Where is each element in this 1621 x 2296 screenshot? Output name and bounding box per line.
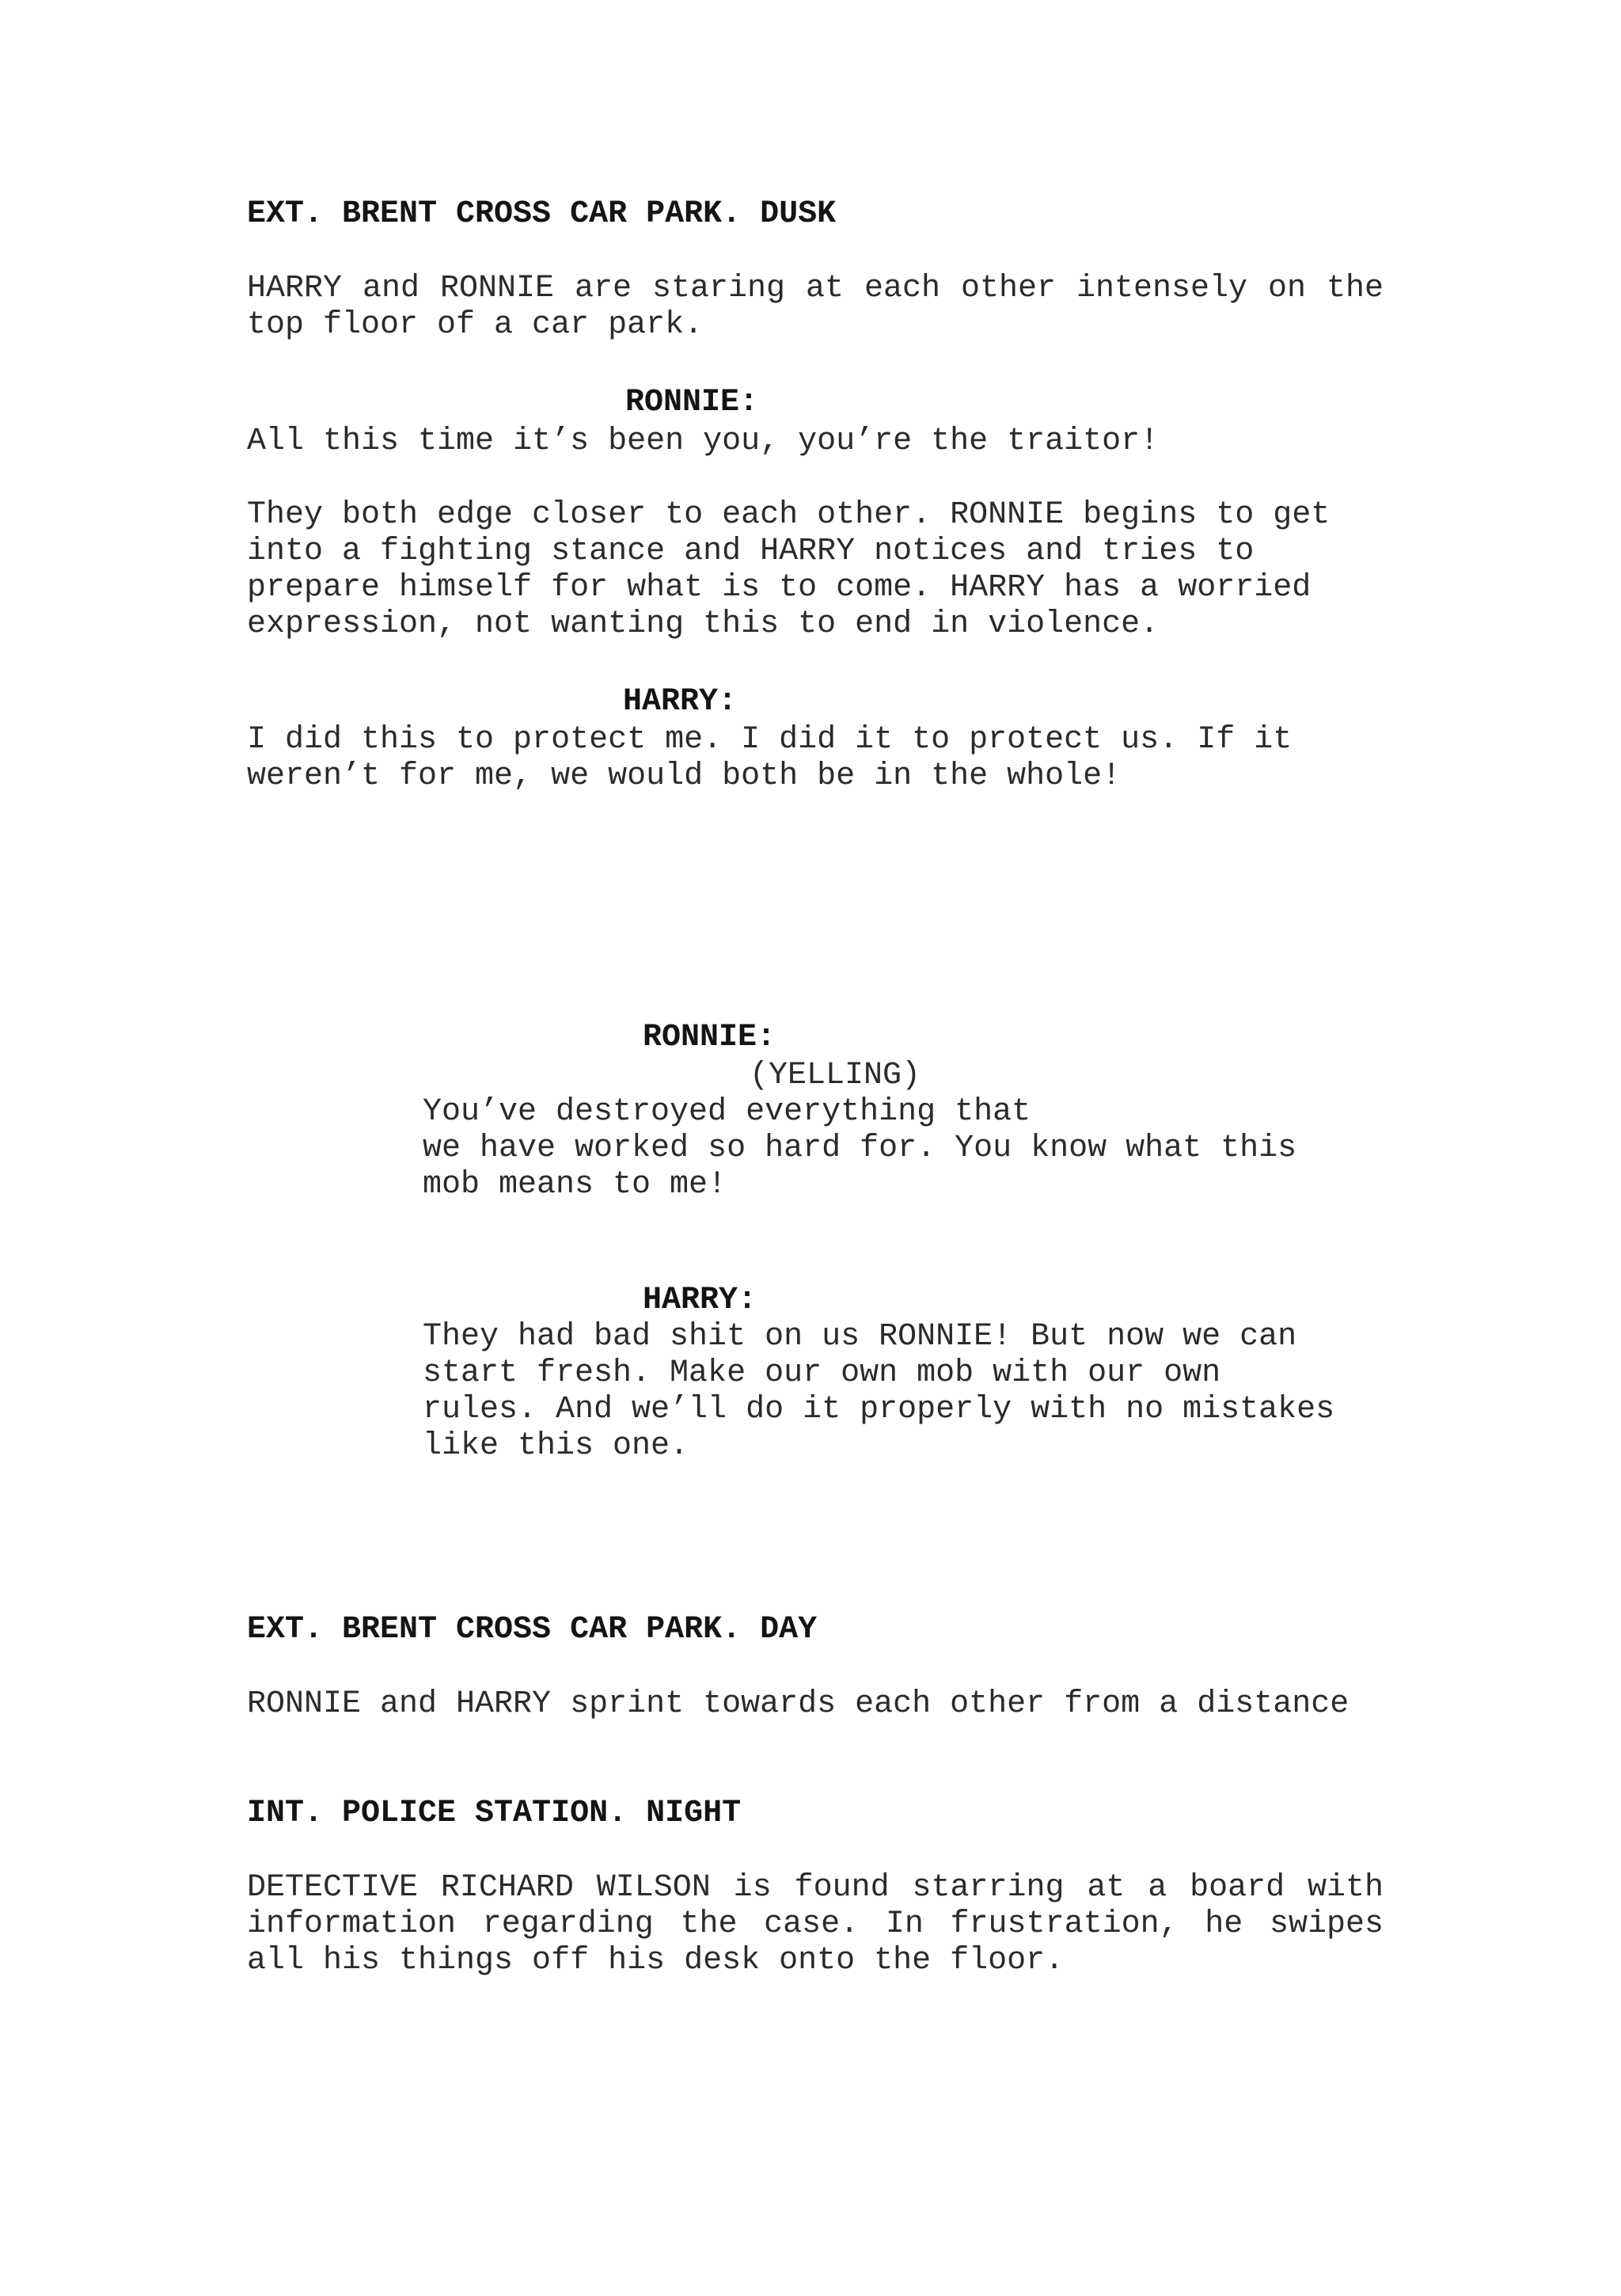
dialogue-line: like this one. (423, 1428, 689, 1464)
action-line: They both edge closer to each other. RONNIE begins to get (247, 497, 1331, 533)
action-paragraph: DETECTIVE RICHARD WILSON is found starring at a board with information regarding the case. In frustration, he swipes all his things off his desk onto the floor. (247, 1870, 1384, 1979)
action-line: expression, not wanting this to end in violence. (247, 606, 1160, 642)
dialogue-line: we have worked so hard for. You know what this (423, 1131, 1297, 1166)
character-name: HARRY: (643, 1283, 757, 1318)
character-name: HARRY: (623, 684, 738, 720)
parenthetical: (YELLING) (750, 1058, 921, 1093)
dialogue-line: All this time it’s been you, you’re the traitor! (247, 424, 1160, 459)
dialogue-line: rules. And we’ll do it properly with no mistakes (423, 1392, 1335, 1427)
action-line: prepare himself for what is to come. HARRY has a worried (247, 570, 1312, 606)
action-paragraph: RONNIE and HARRY sprint towards each other from a distance (247, 1686, 1350, 1722)
character-name: RONNIE: (643, 1020, 776, 1055)
dialogue-line: I did this to protect me. I did it to protect us. If it (247, 722, 1293, 758)
dialogue-line: You’ve destroyed everything that (423, 1094, 1031, 1130)
scene-heading: EXT. BRENT CROSS CAR PARK. DUSK (247, 196, 837, 232)
scene-heading: EXT. BRENT CROSS CAR PARK. DAY (247, 1612, 818, 1648)
dialogue-line: weren’t for me, we would both be in the whole! (247, 758, 1122, 794)
dialogue-line: mob means to me! (423, 1167, 727, 1203)
dialogue-line: They had bad shit on us RONNIE! But now we can (423, 1319, 1297, 1355)
scene-heading: INT. POLICE STATION. NIGHT (247, 1796, 742, 1831)
action-line: into a fighting stance and HARRY notices and tries to (247, 534, 1255, 569)
action-paragraph: HARRY and RONNIE are staring at each other intensely on the top floor of a car park. (247, 271, 1384, 343)
dialogue-line: start fresh. Make our own mob with our own (423, 1355, 1221, 1391)
character-name: RONNIE: (625, 385, 759, 420)
